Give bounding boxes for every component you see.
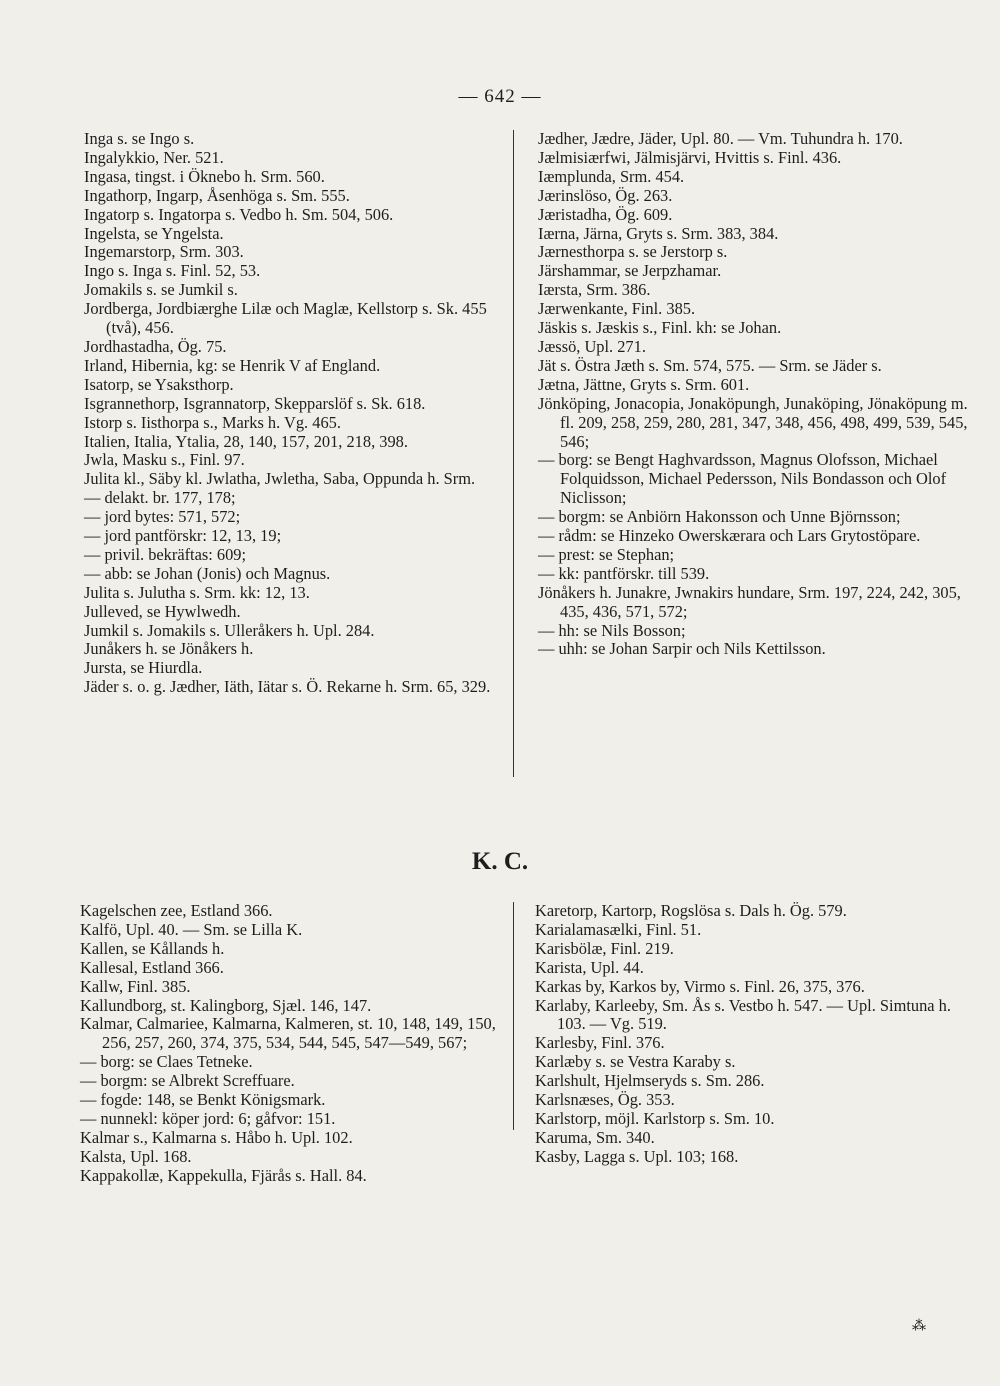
index-entry: — hh: se Nils Bosson; bbox=[538, 620, 686, 640]
index-entry: Jumkil s. Jomakils s. Ulleråkers h. Upl. 284. bbox=[84, 620, 375, 640]
index-entry: Ingo s. Inga s. Finl. 52, 53. bbox=[84, 261, 261, 281]
index-entry: Jærwenkante, Finl. 385. bbox=[538, 299, 696, 319]
index-entry: Jæssö, Upl. 271. bbox=[538, 336, 646, 356]
index-entry: Ingatorp s. Ingatorpa s. Vedbo h. Sm. 504, 506. bbox=[84, 204, 394, 224]
index-entry: Jönköping, Jonacopia, Jonaköpungh, Junaköping, Jönaköpung m. fl. 209, 258, 259, 280, 281, 347, 348, 456, 498, 499, 539, 545, 546; bbox=[538, 393, 968, 451]
index-entry: Karuma, Sm. 340. bbox=[535, 1127, 655, 1147]
section-heading: K. C. bbox=[471, 848, 529, 875]
index-entry: Jordhastadha, Ög. 75. bbox=[84, 336, 227, 356]
index-entry: Jæristadha, Ög. 609. bbox=[538, 204, 673, 224]
index-entry: — jord pantförskr: 12, 13, 19; bbox=[84, 526, 282, 546]
index-entry: Kasby, Lagga s. Upl. 103; 168. bbox=[535, 1146, 739, 1166]
index-entry: — delakt. br. 177, 178; bbox=[84, 488, 236, 508]
index-entry: Kalsta, Upl. 168. bbox=[80, 1146, 192, 1166]
index-column-bottom-right bbox=[535, 902, 967, 1167]
index-entry: Julita kl., Säby kl. Jwlatha, Jwletha, Saba, Oppunda h. Srm. bbox=[84, 469, 476, 489]
index-entry: — nunnekl: köper jord: 6; gåfvor: 151. bbox=[80, 1108, 336, 1128]
index-entry: Jætna, Jättne, Gryts s. Srm. 601. bbox=[538, 374, 750, 394]
index-entry: — prest: se Stephan; bbox=[538, 544, 675, 564]
index-entry: Jäskis s. Jæskis s., Finl. kh: se Johan. bbox=[538, 318, 782, 338]
index-entry: — borgm: se Albrekt Screffuare. bbox=[80, 1071, 295, 1091]
index-entry: — rådm: se Hinzeko Owerskærara och Lars Grytostöpare. bbox=[538, 526, 921, 546]
index-entry: Karisbölæ, Finl. 219. bbox=[535, 938, 674, 958]
index-entry: Ingasa, tingst. i Öknebo h. Srm. 560. bbox=[84, 166, 325, 186]
index-entry: Jordberga, Jordbiærghe Lilæ och Maglæ, Kellstorp s. Sk. 455 (två), 456. bbox=[84, 299, 487, 338]
index-entry: Kallen, se Kållands h. bbox=[80, 938, 225, 958]
index-column-top-right bbox=[538, 130, 968, 659]
index-entry: Kalfö, Upl. 40. — Sm. se Lilla K. bbox=[80, 919, 303, 939]
index-entry: Irland, Hibernia, kg: se Henrik V af England. bbox=[84, 355, 381, 375]
index-column-bottom-left bbox=[80, 902, 520, 1186]
index-entry: Iærsta, Srm. 386. bbox=[538, 280, 651, 300]
index-entry: Karlaby, Karleeby, Sm. Ås s. Vestbo h. 547. — Upl. Simtuna h. 103. — Vg. 519. bbox=[535, 995, 951, 1034]
index-column-top-left bbox=[84, 130, 524, 697]
index-entry: Karlstorp, möjl. Karlstorp s. Sm. 10. bbox=[535, 1108, 775, 1128]
index-entry: Karkas by, Karkos by, Virmo s. Finl. 26, 375, 376. bbox=[535, 976, 865, 996]
index-entry: Ingemarstorp, Srm. 303. bbox=[84, 242, 244, 262]
index-entry: Italien, Italia, Ytalia, 28, 140, 157, 201, 218, 398. bbox=[84, 431, 408, 451]
index-entry: Junåkers h. se Jönåkers h. bbox=[84, 639, 254, 659]
column-divider bbox=[513, 902, 514, 1130]
index-entry: — kk: pantförskr. till 539. bbox=[538, 563, 710, 583]
index-entry: Karlsnæses, Ög. 353. bbox=[535, 1090, 675, 1110]
index-entry: — borg: se Claes Tetneke. bbox=[80, 1052, 253, 1072]
index-entry: Jwla, Masku s., Finl. 97. bbox=[84, 450, 245, 470]
index-entry: — jord bytes: 571, 572; bbox=[84, 507, 241, 527]
index-entry: Jäder s. o. g. Jædher, Iäth, Iätar s. Ö. Rekarne h. Srm. 65, 329. bbox=[84, 677, 491, 697]
index-entry: — borg: se Bengt Haghvardsson, Magnus Olofsson, Michael Folquidsson, Michael Pedersson, Nils Bondasson och Olof Niclisson; bbox=[538, 450, 947, 508]
index-entry: Inga s. se Ingo s. bbox=[84, 129, 195, 148]
printer-ornament: ⁂ bbox=[912, 1319, 926, 1334]
index-entry: — privil. bekräftas: 609; bbox=[84, 544, 247, 564]
index-entry: Järshammar, se Jerpzhamar. bbox=[538, 261, 722, 281]
index-entry: Jönåkers h. Junakre, Jwnakirs hundare, Srm. 197, 224, 242, 305, 435, 436, 571, 572; bbox=[538, 582, 961, 621]
index-entry: Jursta, se Hiurdla. bbox=[84, 658, 203, 678]
index-entry: Ingalykkio, Ner. 521. bbox=[84, 147, 224, 167]
index-entry: Isatorp, se Ysaksthorp. bbox=[84, 374, 234, 394]
index-entry: Jædher, Jædre, Jäder, Upl. 80. — Vm. Tuhundra h. 170. bbox=[538, 129, 903, 148]
index-entry: Ingelsta, se Yngelsta. bbox=[84, 223, 224, 243]
index-entry: Isgrannethorp, Isgrannatorp, Skepparslöf s. Sk. 618. bbox=[84, 393, 426, 413]
index-entry: Karlæby s. se Vestra Karaby s. bbox=[535, 1052, 736, 1072]
index-entry: Karista, Upl. 44. bbox=[535, 957, 644, 977]
index-entry: Jærinslöso, Ög. 263. bbox=[538, 185, 673, 205]
index-entry: Karlshult, Hjelmseryds s. Sm. 286. bbox=[535, 1071, 765, 1091]
index-entry: Kallundborg, st. Kalingborg, Sjæl. 146, 147. bbox=[80, 995, 372, 1015]
index-entry: Ingathorp, Ingarp, Åsenhöga s. Sm. 555. bbox=[84, 185, 350, 205]
column-divider bbox=[513, 130, 514, 777]
index-entry: — abb: se Johan (Jonis) och Magnus. bbox=[84, 563, 331, 583]
index-entry: Kalmar s., Kalmarna s. Håbo h. Upl. 102. bbox=[80, 1127, 353, 1147]
index-entry: Istorp s. Iisthorpa s., Marks h. Vg. 465. bbox=[84, 412, 341, 432]
index-entry: Iærna, Järna, Gryts s. Srm. 383, 384. bbox=[538, 223, 779, 243]
index-entry: Kallesal, Estland 366. bbox=[80, 957, 224, 977]
index-entry: Kagelschen zee, Estland 366. bbox=[80, 901, 273, 920]
index-entry: Karialamasælki, Finl. 51. bbox=[535, 919, 702, 939]
page-number: — 642 — bbox=[458, 86, 542, 107]
index-entry: Jælmisiærfwi, Jälmisjärvi, Hvittis s. Finl. 436. bbox=[538, 147, 842, 167]
index-entry: Kappakollæ, Kappekulla, Fjärås s. Hall. 84. bbox=[80, 1165, 367, 1185]
index-entry: — fogde: 148, se Benkt Königsmark. bbox=[80, 1090, 326, 1110]
index-entry: Kallw, Finl. 385. bbox=[80, 976, 191, 996]
index-entry: — uhh: se Johan Sarpir och Nils Kettilsson. bbox=[538, 639, 826, 659]
index-entry: — borgm: se Anbiörn Hakonsson och Unne Björnsson; bbox=[538, 507, 901, 527]
index-entry: Karlesby, Finl. 376. bbox=[535, 1033, 665, 1053]
index-entry: Jomakils s. se Jumkil s. bbox=[84, 280, 238, 300]
index-entry: Kalmar, Calmariee, Kalmarna, Kalmeren, st. 10, 148, 149, 150, 256, 257, 260, 374, 375, 534, 544, 545, 547—549, 567; bbox=[80, 1014, 496, 1053]
index-entry: Julita s. Julutha s. Srm. kk: 12, 13. bbox=[84, 582, 310, 602]
index-entry: Julleved, se Hywlwedh. bbox=[84, 601, 241, 621]
index-entry: Jät s. Östra Jæth s. Sm. 574, 575. — Srm. se Jäder s. bbox=[538, 355, 882, 375]
index-entry: Karetorp, Kartorp, Rogslösa s. Dals h. Ög. 579. bbox=[535, 901, 847, 920]
index-entry: Iæmplunda, Srm. 454. bbox=[538, 166, 685, 186]
index-entry: Jærnesthorpa s. se Jerstorp s. bbox=[538, 242, 728, 262]
